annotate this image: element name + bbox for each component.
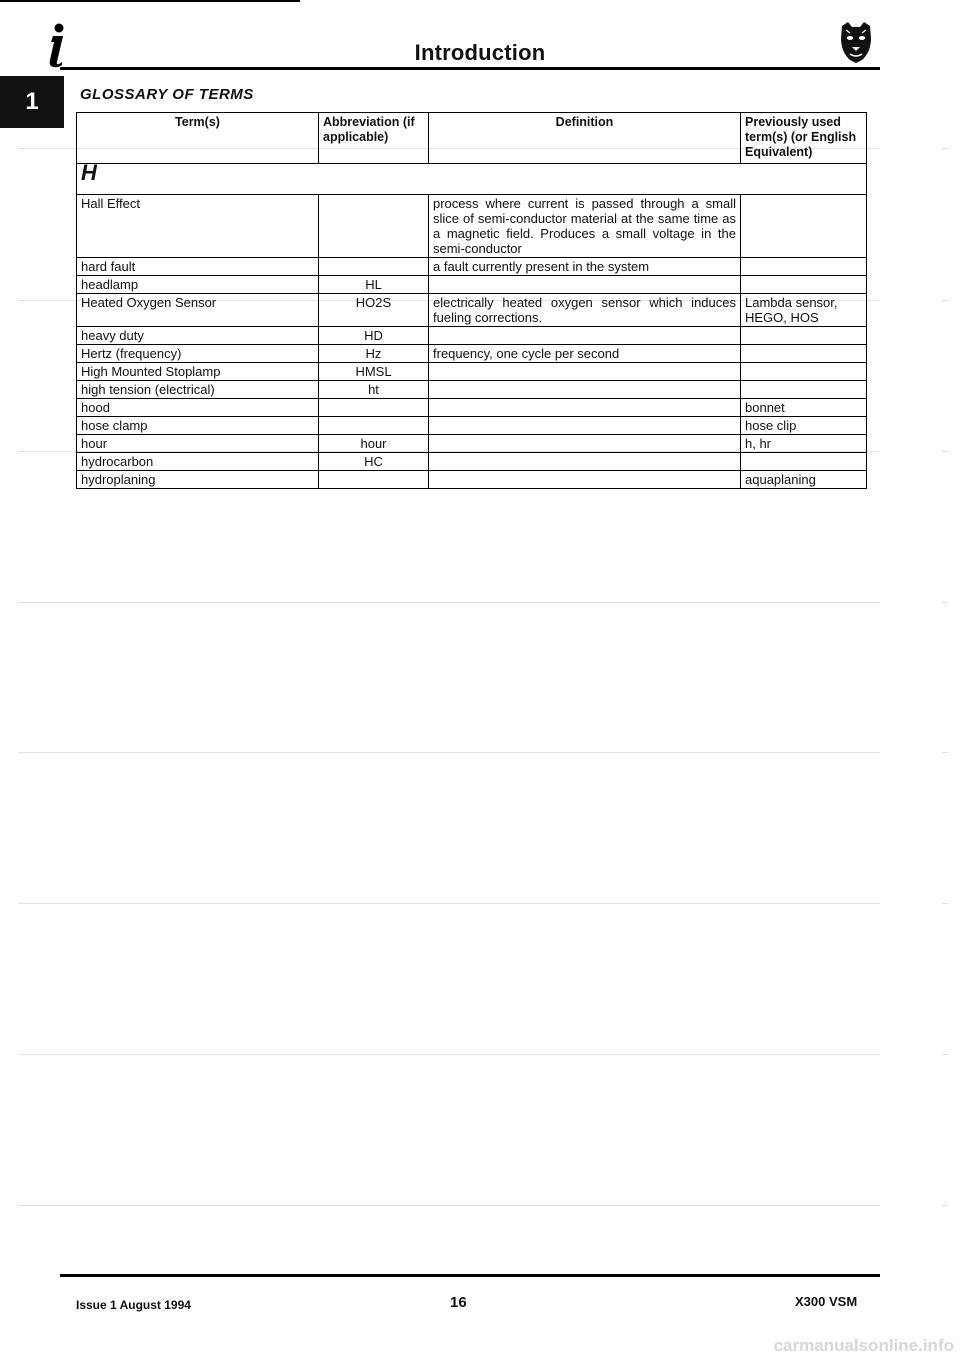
term-cell: Hertz (frequency) bbox=[77, 345, 319, 363]
previous-term-cell bbox=[741, 381, 867, 399]
previous-term-cell: h, hr bbox=[741, 435, 867, 453]
previous-term-cell bbox=[741, 453, 867, 471]
abbreviation-cell bbox=[319, 417, 429, 435]
definition-cell bbox=[429, 435, 741, 453]
column-header-previous-terms: Previously used term(s) (or English Equivalent) bbox=[741, 113, 867, 164]
term-cell: high tension (electrical) bbox=[77, 381, 319, 399]
top-edge-rule bbox=[0, 0, 300, 2]
scan-guide-tick bbox=[942, 300, 948, 301]
previous-term-cell: bonnet bbox=[741, 399, 867, 417]
definition-cell: a fault currently present in the system bbox=[429, 258, 741, 276]
abbreviation-cell bbox=[319, 258, 429, 276]
header-rule bbox=[60, 67, 880, 70]
definition-cell: process where current is passed through a small slice of semi-conductor material at the same time as a magnetic field. Produces a small voltage in the semi-conductor bbox=[429, 195, 741, 258]
column-header-abbreviation: Abbreviation (if applicable) bbox=[319, 113, 429, 164]
scan-guide-line bbox=[18, 752, 880, 753]
table-row bbox=[77, 294, 867, 327]
previous-term-cell: aquaplaning bbox=[741, 471, 867, 489]
abbreviation-cell: HL bbox=[319, 276, 429, 294]
previous-term-cell bbox=[741, 195, 867, 258]
term-cell: High Mounted Stoplamp bbox=[77, 363, 319, 381]
manual-code: X300 VSM bbox=[795, 1294, 858, 1309]
table-row bbox=[77, 195, 867, 258]
table-row bbox=[77, 363, 867, 381]
definition-cell: electrically heated oxygen sensor which induces fueling corrections. bbox=[429, 294, 741, 327]
footer-rule bbox=[60, 1274, 880, 1277]
table-row bbox=[77, 471, 867, 489]
abbreviation-cell bbox=[319, 195, 429, 258]
previous-term-cell: hose clip bbox=[741, 417, 867, 435]
abbreviation-cell: HD bbox=[319, 327, 429, 345]
scan-guide-line bbox=[18, 1054, 880, 1055]
scan-guide-tick bbox=[942, 752, 948, 753]
scan-guide-tick bbox=[942, 148, 948, 149]
abbreviation-cell bbox=[319, 471, 429, 489]
abbreviation-cell: ht bbox=[319, 381, 429, 399]
table-row bbox=[77, 327, 867, 345]
term-cell: hour bbox=[77, 435, 319, 453]
previous-term-cell: Lambda sensor, HEGO, HOS bbox=[741, 294, 867, 327]
section-heading: GLOSSARY OF TERMS bbox=[80, 86, 254, 103]
scan-guide-tick bbox=[942, 903, 948, 904]
definition-cell bbox=[429, 381, 741, 399]
definition-cell bbox=[429, 471, 741, 489]
term-cell: hard fault bbox=[77, 258, 319, 276]
scan-guide-tick bbox=[942, 602, 948, 603]
table-row bbox=[77, 453, 867, 471]
table-row bbox=[77, 258, 867, 276]
scan-guide-line bbox=[18, 1205, 880, 1206]
page-title: Introduction bbox=[414, 40, 546, 65]
section-number-tab: 1 bbox=[0, 76, 64, 128]
previous-term-cell bbox=[741, 258, 867, 276]
abbreviation-cell: Hz bbox=[319, 345, 429, 363]
definition-cell bbox=[429, 276, 741, 294]
table-row bbox=[77, 381, 867, 399]
previous-term-cell bbox=[741, 327, 867, 345]
jaguar-head-logo bbox=[838, 20, 874, 64]
term-cell: Hall Effect bbox=[77, 195, 319, 258]
scan-guide-line bbox=[18, 903, 880, 904]
term-cell: heavy duty bbox=[77, 327, 319, 345]
table-row bbox=[77, 345, 867, 363]
table-row bbox=[77, 276, 867, 294]
definition-cell bbox=[429, 327, 741, 345]
column-header-definition: Definition bbox=[429, 113, 741, 164]
term-cell: Heated Oxygen Sensor bbox=[77, 294, 319, 327]
letter-divider-row bbox=[77, 164, 867, 195]
table-header-row bbox=[77, 113, 867, 164]
watermark: carmanualsonline.info bbox=[773, 1336, 954, 1355]
scan-guide-tick bbox=[942, 1205, 948, 1206]
abbreviation-cell: hour bbox=[319, 435, 429, 453]
term-cell: hose clamp bbox=[77, 417, 319, 435]
definition-cell bbox=[429, 363, 741, 381]
column-header-term: Term(s) bbox=[77, 113, 319, 164]
abbreviation-cell: HC bbox=[319, 453, 429, 471]
term-cell: hood bbox=[77, 399, 319, 417]
abbreviation-cell: HMSL bbox=[319, 363, 429, 381]
term-cell: headlamp bbox=[77, 276, 319, 294]
scan-guide-tick bbox=[942, 451, 948, 452]
previous-term-cell bbox=[741, 276, 867, 294]
table-row bbox=[77, 417, 867, 435]
definition-cell bbox=[429, 417, 741, 435]
table-row bbox=[77, 435, 867, 453]
issue-date: Issue 1 August 1994 bbox=[76, 1298, 191, 1312]
abbreviation-cell: HO2S bbox=[319, 294, 429, 327]
definition-cell bbox=[429, 399, 741, 417]
scan-guide-tick bbox=[942, 1054, 948, 1055]
glossary-table bbox=[76, 112, 867, 489]
letter-heading: H bbox=[77, 164, 867, 195]
previous-term-cell bbox=[741, 363, 867, 381]
term-cell: hydroplaning bbox=[77, 471, 319, 489]
definition-cell: frequency, one cycle per second bbox=[429, 345, 741, 363]
table-row bbox=[77, 399, 867, 417]
definition-cell bbox=[429, 453, 741, 471]
abbreviation-cell bbox=[319, 399, 429, 417]
previous-term-cell bbox=[741, 345, 867, 363]
page-number: 16 bbox=[450, 1294, 467, 1311]
scan-guide-line bbox=[18, 602, 880, 603]
term-cell: hydrocarbon bbox=[77, 453, 319, 471]
